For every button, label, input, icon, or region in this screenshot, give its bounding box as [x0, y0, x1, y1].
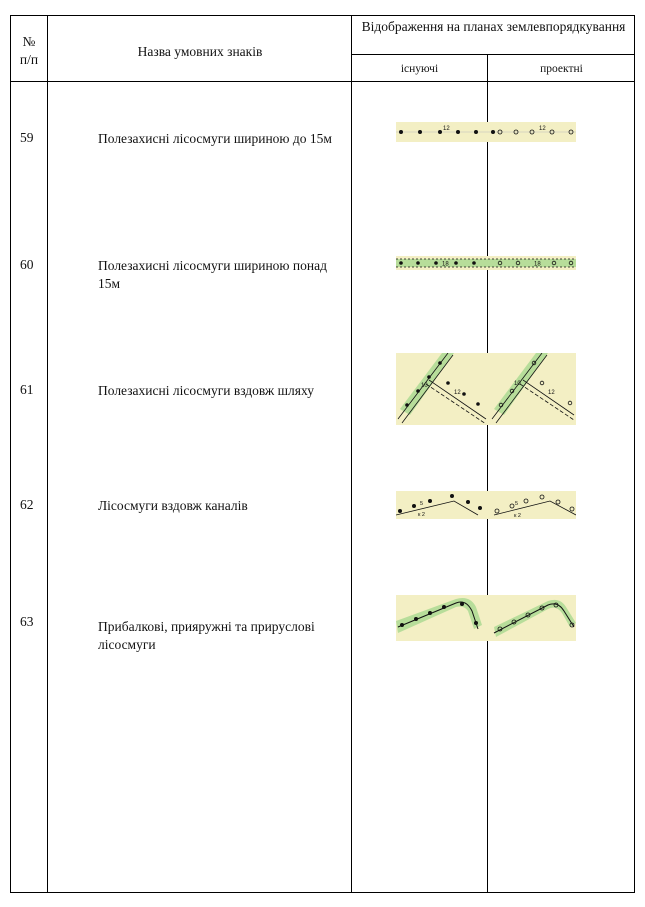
- header-display: Відображення на планах землевпорядкування: [361, 19, 626, 34]
- strip-label: 18: [534, 261, 541, 268]
- row-number: 60: [20, 257, 34, 272]
- strip-label: 18: [442, 261, 449, 268]
- header-bottom-line: [10, 81, 635, 82]
- strip-label: 10: [514, 381, 521, 387]
- header-number-sign: №: [22, 34, 36, 49]
- strip-label: 12: [454, 390, 461, 396]
- row-number: 59: [20, 130, 34, 145]
- column-divider: [351, 15, 352, 893]
- forest-strip-along-canal-symbol: [396, 491, 576, 519]
- forest-strip-ravine-symbol: [396, 595, 576, 641]
- row-number: 61: [20, 382, 34, 397]
- strip-label: 10: [421, 383, 428, 389]
- strip-label: 12: [443, 126, 450, 132]
- row-name: Полезахисні лісосмуги вздовж шляху: [98, 383, 314, 398]
- header-projected: проектні: [540, 63, 583, 75]
- forest-strip-along-road-symbol: [396, 353, 576, 425]
- header-divider: [351, 54, 635, 55]
- row-name: Полезахисні лісосмуги шириною до 15м: [98, 131, 332, 146]
- header-existing: існуючі: [400, 63, 439, 75]
- forest-strip-wide-symbol: [396, 256, 576, 270]
- row-number: 63: [20, 614, 34, 629]
- column-divider: [47, 15, 48, 893]
- row-name: Лісосмуги вздовж каналів: [98, 498, 248, 513]
- row-name: Полезахисні лісосмуги шириною понад 15м: [98, 258, 327, 291]
- canal-label: к 2: [514, 513, 521, 519]
- row-name: Прибалкові, прияружні та прируслові лісосмуги: [98, 619, 315, 652]
- forest-strip-narrow-symbol: [396, 122, 576, 142]
- header-number-abbr: п/п: [19, 52, 39, 67]
- strip-label: 12: [539, 126, 546, 132]
- strip-label: 12: [548, 390, 555, 396]
- header-number: [12, 33, 46, 69]
- row-number: 62: [20, 497, 34, 512]
- header-name: Назва умовних знаків: [137, 44, 263, 59]
- canal-label: к 2: [418, 512, 425, 518]
- strip-label: 5: [420, 501, 424, 507]
- column-divider: [487, 54, 488, 893]
- strip-label: 5: [515, 501, 519, 507]
